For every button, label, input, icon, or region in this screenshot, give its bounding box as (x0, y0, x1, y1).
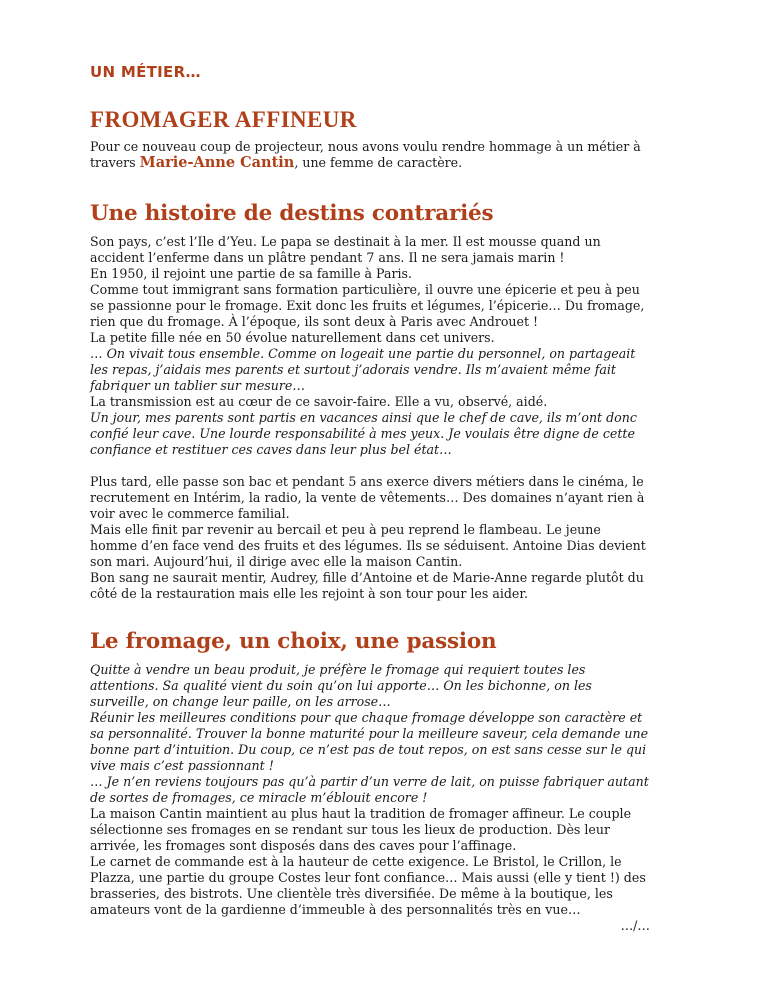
section-1-body-continued (90, 474, 650, 602)
quote-paragraph: Un jour, mes parents sont partis en vacances ainsi que le chef de cave, ils m’ont donc confié leur cave. Une lourde responsabilité à mes yeux. Je voulais être digne de cette confiance et restituer ces caves dans leur plus bel état… (90, 410, 637, 457)
quote-paragraph: Réunir les meilleures conditions pour que chaque fromage développe son caractère et sa personnalité. Trouver la bonne maturité pour la meilleure saveur, cela demande une bonne part d’intuition. Du coup, ce n’est pas de tout repos, on est sans cesse sur le qui vive mais c’est passionnant ! (90, 710, 649, 773)
paragraph: En 1950, il rejoint une partie de sa famille à Paris. (90, 266, 412, 281)
quote-paragraph: Quitte à vendre un beau produit, je préfère le fromage qui requiert toutes les attentions. Sa qualité vient du soin qu’on lui apporte… On les bichonne, on les surveille, on change leur paille, on les arrose… (90, 662, 592, 709)
kicker: UN MÉTIER… (90, 63, 201, 81)
paragraph: Le carnet de commande est à la hauteur de cette exigence. Le Bristol, le Crillon, le Plazza, une partie du groupe Costes leur font confiance… Mais aussi (elle y tient !) des brasseries, des bistrots. Une clientèle très diversifiée. De même à la boutique, les amateurs vont de la gardienne d’immeuble à des personnalités très en vue… (90, 854, 646, 917)
paragraph: Bon sang ne saurait mentir, Audrey, fille d’Antoine et de Marie-Anne regarde plutôt du côté de la restauration mais elle les rejoint à son tour pour les aider. (90, 570, 644, 601)
paragraph: Mais elle finit par revenir au bercail et peu à peu reprend le flambeau. Le jeune homme d’en face vend des fruits et des légumes. Ils se séduisent. Antoine Dias devient son mari. Aujourd’hui, il dirige avec elle la maison Cantin. (90, 522, 646, 569)
paragraph: Son pays, c’est l’Ile d’Yeu. Le papa se destinait à la mer. Il est mousse quand un accident l’enferme dans un plâtre pendant 7 ans. Il ne sera jamais marin ! (90, 234, 601, 265)
paragraph: Plus tard, elle passe son bac et pendant 5 ans exerce divers métiers dans le cinéma, le recrutement en Intérim, la radio, la vente de vêtements… Des domaines n’ayant rien à voir avec le commerce familial. (90, 474, 645, 521)
paragraph: Comme tout immigrant sans formation particulière, il ouvre une épicerie et peu à peu se passionne pour le fromage. Exit donc les fruits et légumes, l’épicerie… Du fromage, rien que du fromage. À l’époque, ils sont deux à Paris avec Androuet ! (90, 282, 645, 329)
intro-paragraph (90, 139, 650, 171)
highlighted-name: Marie-Anne Cantin (139, 154, 295, 171)
section-1-body (90, 234, 650, 458)
section-2-body (90, 662, 650, 934)
article-title: FROMAGER AFFINEUR (90, 107, 357, 132)
section-1-heading: Une histoire de destins contrariés (90, 201, 494, 226)
intro-text-after: , une femme de caractère. (294, 155, 463, 170)
paragraph: La transmission est au cœur de ce savoir-faire. Elle a vu, observé, aidé. (90, 394, 548, 409)
paragraph: La maison Cantin maintient au plus haut la tradition de fromager affineur. Le couple sélectionne ses fromages en se rendant sur tous les lieux de production. Dès leur arrivée, les fromages sont disposés dans des caves pour l’affinage. (90, 806, 632, 853)
quote-paragraph: … Je n’en reviens toujours pas qu’à partir d’un verre de lait, on puisse fabriquer autant de sortes de fromages, ce miracle m’éblouit encore ! (90, 774, 649, 805)
paragraph: La petite fille née en 50 évolue naturellement dans cet univers. (90, 330, 495, 345)
intro-text-before: Pour ce nouveau coup de projecteur, nous avons voulu rendre hommage à un métier à travers (90, 139, 641, 170)
section-2-heading: Le fromage, un choix, une passion (90, 629, 497, 654)
quote-paragraph: … On vivait tous ensemble. Comme on logeait une partie du personnel, on partageait les repas, j’aidais mes parents et surtout j’adorais vendre. Ils m’avaient même fait fabriquer un tablier sur mesure… (90, 346, 636, 393)
continued-marker: …/… (620, 918, 650, 933)
